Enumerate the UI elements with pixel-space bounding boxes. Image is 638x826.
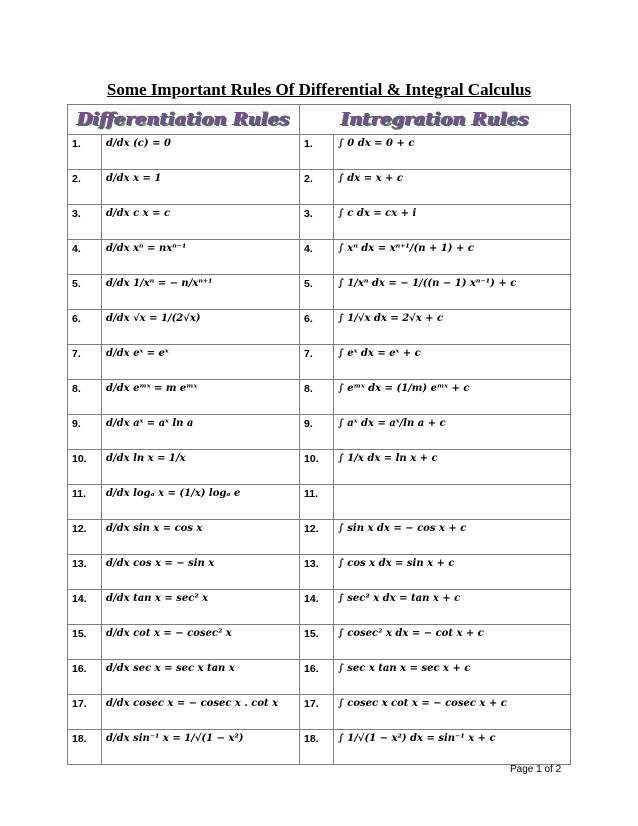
integration-formula: ∫ cosec² x dx = − cot x + c bbox=[338, 628, 484, 639]
diff-number: 18. bbox=[72, 733, 87, 745]
integ-number: 7. bbox=[304, 348, 313, 360]
diff-number: 13. bbox=[72, 558, 87, 570]
differentiation-formula: d/dx sin⁻¹ x = 1/√(1 − x²) bbox=[106, 733, 244, 744]
integration-formula: ∫ 1/x dx = ln x + c bbox=[338, 453, 438, 464]
table-row bbox=[68, 170, 571, 205]
differentiation-formula: d/dx logₐ x = (1/x) logₐ e bbox=[106, 488, 241, 499]
diff-number: 14. bbox=[72, 593, 87, 605]
integration-formula: ∫ cosec x cot x = − cosec x + c bbox=[338, 698, 507, 709]
page-title: Some Important Rules Of Differential & Integral Calculus bbox=[106, 80, 532, 99]
diff-number: 16. bbox=[72, 663, 87, 675]
differentiation-formula: d/dx ln x = 1/x bbox=[106, 453, 186, 464]
integration-formula: ∫ 0 dx = 0 + c bbox=[338, 138, 415, 149]
differentiation-formula: d/dx cosec x = − cosec x . cot x bbox=[106, 698, 279, 709]
integ-number: 11. bbox=[304, 488, 319, 500]
table-row bbox=[68, 345, 571, 380]
integration-formula: ∫ xⁿ dx = xⁿ⁺¹/(n + 1) + c bbox=[338, 243, 474, 254]
integration-formula: ∫ c dx = cx + i bbox=[338, 208, 417, 219]
differentiation-header: Differentiation Rules bbox=[68, 105, 300, 135]
table-row bbox=[68, 555, 571, 590]
diff-number: 11. bbox=[72, 488, 87, 500]
differentiation-formula: d/dx eᵐˣ = m eᵐˣ bbox=[106, 383, 198, 394]
integ-number: 1. bbox=[304, 138, 313, 150]
integration-formula: ∫ sec x tan x = sec x + c bbox=[338, 663, 471, 674]
diff-number: 6. bbox=[72, 313, 81, 325]
diff-number: 9. bbox=[72, 418, 81, 430]
integ-number: 3. bbox=[304, 208, 313, 220]
table-row bbox=[68, 485, 571, 520]
differentiation-formula: d/dx (c) = 0 bbox=[106, 138, 171, 149]
differentiation-formula: d/dx c x = c bbox=[106, 208, 171, 219]
diff-number: 15. bbox=[72, 628, 87, 640]
diff-number: 4. bbox=[72, 243, 81, 255]
integration-formula: ∫ eᵐˣ dx = (1/m) eᵐˣ + c bbox=[338, 383, 470, 394]
integration-formula: ∫ dx = x + c bbox=[338, 173, 403, 184]
table-row bbox=[68, 590, 571, 625]
integ-number: 15. bbox=[304, 628, 319, 640]
differentiation-formula: d/dx xⁿ = nxⁿ⁻¹ bbox=[106, 243, 187, 254]
integration-formula: ∫ eˣ dx = eˣ + c bbox=[338, 348, 421, 359]
integ-number: 4. bbox=[304, 243, 313, 255]
table-row bbox=[68, 380, 571, 415]
page-footer: Page 1 of 2 bbox=[510, 764, 562, 775]
differentiation-formula: d/dx eˣ = eˣ bbox=[106, 348, 169, 359]
differentiation-formula: d/dx x = 1 bbox=[106, 173, 162, 184]
table-header-row bbox=[68, 105, 571, 135]
differentiation-formula: d/dx 1/xⁿ = − n/xⁿ⁺¹ bbox=[106, 278, 213, 289]
differentiation-formula: d/dx tan x = sec² x bbox=[106, 593, 209, 604]
table-row bbox=[68, 275, 571, 310]
integration-formula: ∫ 1/xⁿ dx = − 1/((n − 1) xⁿ⁻¹) + c bbox=[338, 278, 517, 289]
rules-table bbox=[67, 104, 571, 765]
diff-number: 7. bbox=[72, 348, 81, 360]
integ-number: 10. bbox=[304, 453, 319, 465]
integ-number: 18. bbox=[304, 733, 319, 745]
integration-header: Intregration Rules bbox=[300, 105, 571, 135]
integration-formula: ∫ 1/√x dx = 2√x + c bbox=[338, 313, 444, 324]
table-row bbox=[68, 205, 571, 240]
integ-number: 6. bbox=[304, 313, 313, 325]
differentiation-formula: d/dx cos x = − sin x bbox=[106, 558, 215, 569]
table-row bbox=[68, 310, 571, 345]
integ-number: 16. bbox=[304, 663, 319, 675]
table-row bbox=[68, 625, 571, 660]
diff-number: 5. bbox=[72, 278, 81, 290]
integration-formula: ∫ sin x dx = − cos x + c bbox=[338, 523, 467, 534]
diff-number: 8. bbox=[72, 383, 81, 395]
differentiation-formula: d/dx sec x = sec x tan x bbox=[106, 663, 235, 674]
table-row bbox=[68, 135, 571, 170]
diff-number: 2. bbox=[72, 173, 81, 185]
diff-number: 12. bbox=[72, 523, 87, 535]
integ-number: 9. bbox=[304, 418, 313, 430]
integration-formula bbox=[334, 485, 570, 487]
differentiation-formula: d/dx aˣ = aˣ ln a bbox=[106, 418, 194, 429]
table-row bbox=[68, 240, 571, 275]
integ-number: 2. bbox=[304, 173, 313, 185]
diff-number: 1. bbox=[72, 138, 81, 150]
table-row bbox=[68, 415, 571, 450]
integration-formula: ∫ aˣ dx = aˣ/ln a + c bbox=[338, 418, 446, 429]
differentiation-formula: d/dx sin x = cos x bbox=[106, 523, 203, 534]
table-row bbox=[68, 660, 571, 695]
rules-body bbox=[68, 135, 571, 765]
diff-number: 10. bbox=[72, 453, 87, 465]
integ-number: 14. bbox=[304, 593, 319, 605]
integration-formula: ∫ cos x dx = sin x + c bbox=[338, 558, 455, 569]
integ-number: 13. bbox=[304, 558, 319, 570]
diff-number: 3. bbox=[72, 208, 81, 220]
integration-formula: ∫ 1/√(1 − x²) dx = sin⁻¹ x + c bbox=[338, 733, 496, 744]
integ-number: 17. bbox=[304, 698, 319, 710]
table-row bbox=[68, 695, 571, 730]
differentiation-formula: d/dx √x = 1/(2√x) bbox=[106, 313, 201, 324]
diff-number: 17. bbox=[72, 698, 87, 710]
differentiation-formula: d/dx cot x = − cosec² x bbox=[106, 628, 232, 639]
integration-formula: ∫ sec² x dx = tan x + c bbox=[338, 593, 461, 604]
table-row bbox=[68, 450, 571, 485]
table-row bbox=[68, 520, 571, 555]
integ-number: 8. bbox=[304, 383, 313, 395]
integ-number: 5. bbox=[304, 278, 313, 290]
table-row bbox=[68, 730, 571, 765]
integ-number: 12. bbox=[304, 523, 319, 535]
